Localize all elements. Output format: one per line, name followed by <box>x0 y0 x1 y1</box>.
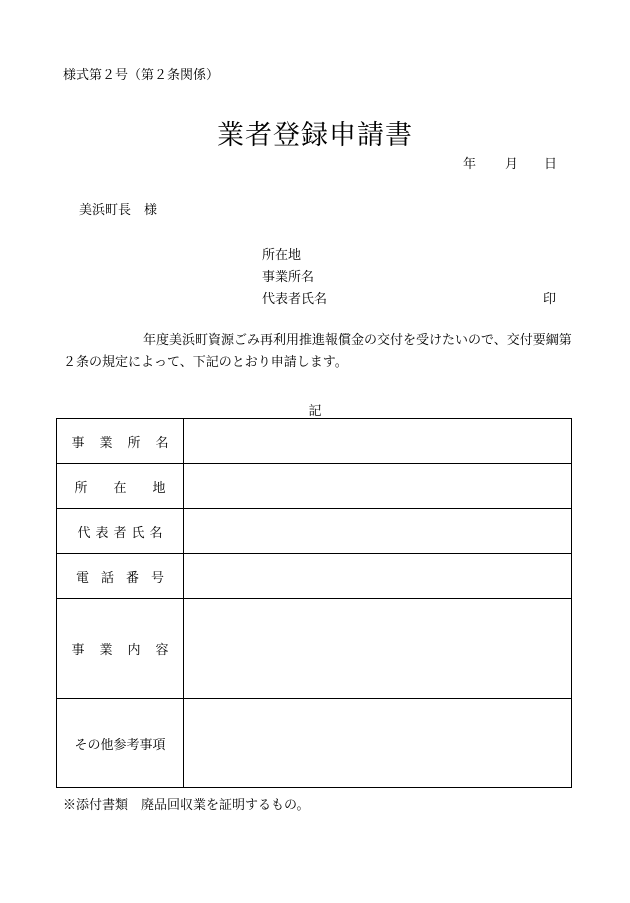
applicant-office-name-label: 事業所名 <box>262 270 315 285</box>
seal-mark: 印 <box>543 292 557 307</box>
office-name-field[interactable] <box>184 419 572 464</box>
ki-heading: 記 <box>308 404 322 419</box>
table-row <box>57 599 572 699</box>
table-row-label: 代表者氏名 <box>57 509 184 554</box>
table-row-label: 所在地 <box>57 464 184 509</box>
table-row-label: 事業所名 <box>57 419 184 464</box>
representative-name-field[interactable] <box>184 509 572 554</box>
table-row <box>57 699 572 788</box>
attachment-note: ※添付書類 廃品回収業を証明するもの。 <box>63 798 310 813</box>
table-row-label: 事業内容 <box>57 599 184 699</box>
date-day-label: 日 <box>544 157 558 172</box>
other-reference-field[interactable] <box>184 699 572 788</box>
applicant-representative-label: 代表者氏名 <box>262 292 328 307</box>
table-row <box>57 464 572 509</box>
address-field[interactable] <box>184 464 572 509</box>
addressee: 美浜町長 様 <box>79 203 158 218</box>
table-row-label: その他参考事項 <box>57 699 184 788</box>
application-details-table <box>56 418 572 788</box>
form-number: 様式第２号（第２条関係） <box>63 68 220 83</box>
application-statement-text: 年度美浜町資源ごみ再利用推進報償金の交付を受けたいので、交付要綱第２条の規定によって、下記のとおり申請します。 <box>63 333 572 370</box>
table-row <box>57 419 572 464</box>
application-statement <box>63 330 573 374</box>
business-content-field[interactable] <box>184 599 572 699</box>
table-row-label: 電話番号 <box>57 554 184 599</box>
phone-number-field[interactable] <box>184 554 572 599</box>
applicant-address-label: 所在地 <box>262 248 302 263</box>
date-year-label: 年 <box>463 157 477 172</box>
date-month-label: 月 <box>505 157 519 172</box>
document-title: 業者登録申請書 <box>217 120 413 151</box>
table-row <box>57 509 572 554</box>
table-row <box>57 554 572 599</box>
